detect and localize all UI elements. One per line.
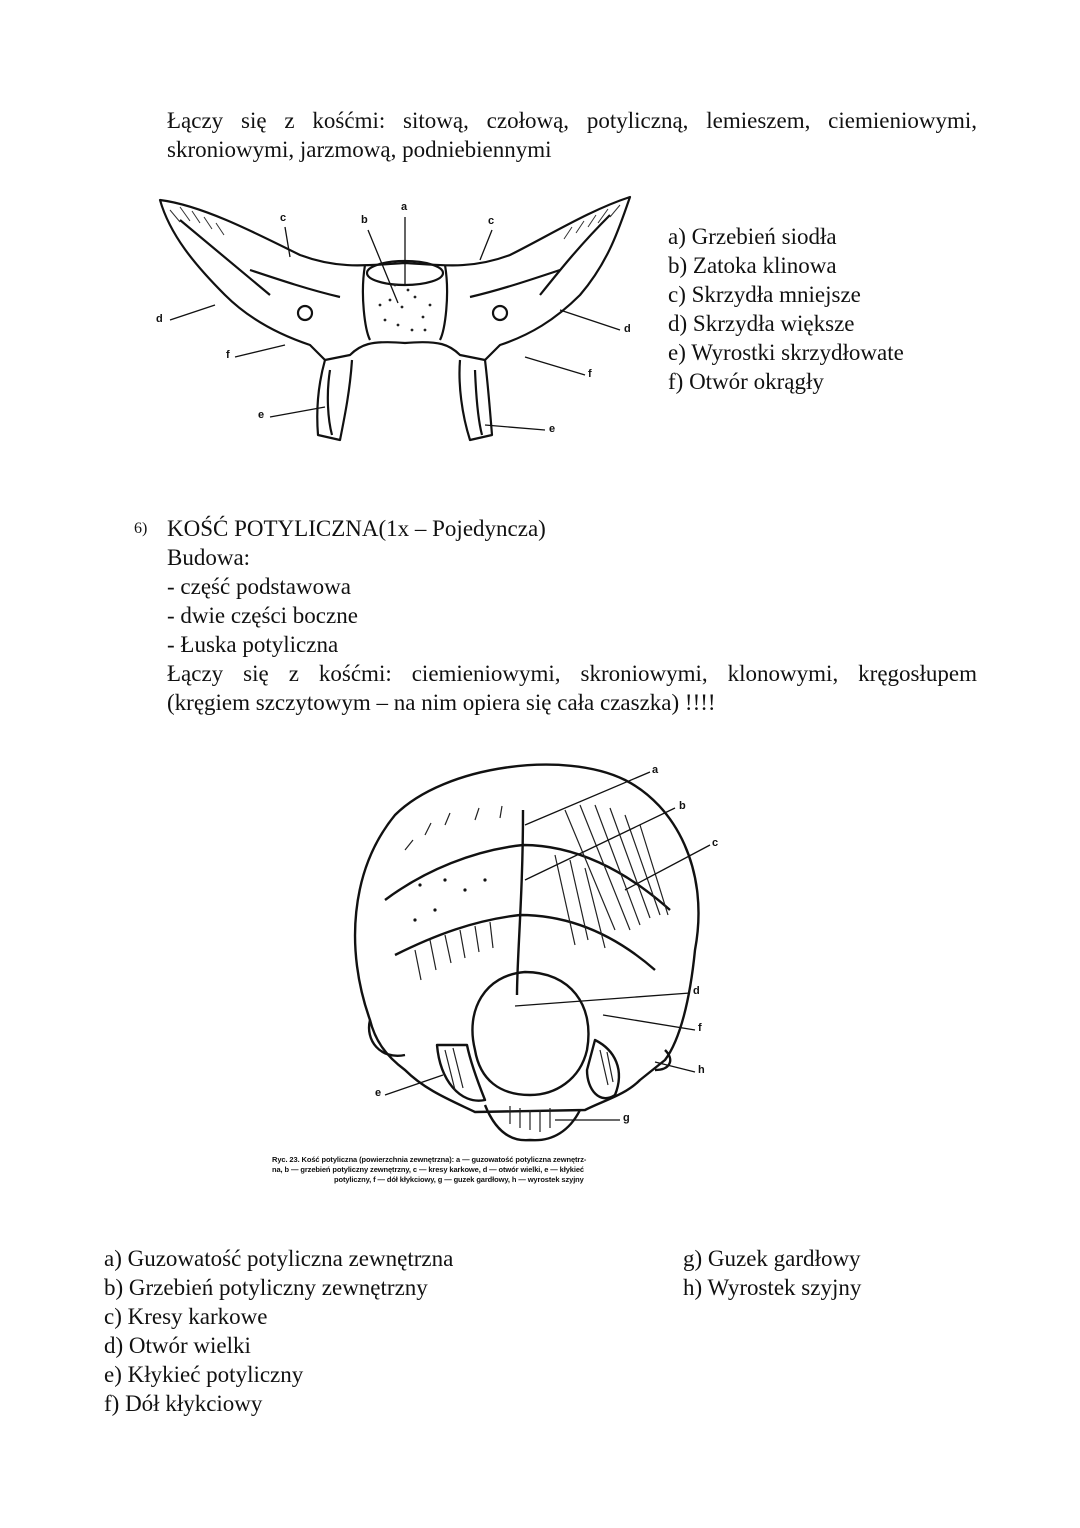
- sphenoid-label-d-left: d: [156, 313, 163, 325]
- sphenoid-label-b: b: [361, 214, 368, 226]
- occipital-label-h: h: [698, 1064, 705, 1076]
- caption-line: na, b — grzebień potyliczny zewnętrzny, c — kresy karkowe, d — otwór wielki, e — kłykieć: [272, 1165, 584, 1174]
- occipital-caption: [272, 1155, 772, 1185]
- occipital-label-e: e: [375, 1087, 382, 1099]
- occipital-legend-item: f) Dół kłykciowy: [104, 1391, 263, 1416]
- sphenoid-label-c-left: c: [280, 212, 287, 224]
- occipital-label-f: f: [698, 1022, 702, 1034]
- occipital-legend-right: [683, 1244, 861, 1302]
- sphenoid-legend-item: f) Otwór okrągły: [668, 369, 824, 394]
- section-number: 6): [134, 520, 148, 537]
- occipital-label-c: c: [712, 837, 719, 849]
- occipital-legend-item: d) Otwór wielki: [104, 1333, 251, 1358]
- occipital-label-g: g: [623, 1112, 630, 1124]
- sphenoid-legend-item: d) Skrzydła większe: [668, 311, 855, 336]
- section-heading: KOŚĆ POTYLICZNA(1x – Pojedyncza): [167, 516, 546, 541]
- occipital-label-a: a: [652, 764, 659, 776]
- connects-line-2: (kręgiem szczytowym – na nim opiera się cała czaszka) !!!!: [167, 690, 716, 715]
- sphenoid-legend-item: b) Zatoka klinowa: [668, 253, 837, 278]
- intro-line-1: Łączy się z kośćmi: sitową, czołową, potyliczną, lemieszem, ciemieniowymi,: [167, 108, 977, 133]
- occipital-legend-item: a) Guzowatość potyliczna zewnętrzna: [104, 1246, 454, 1271]
- occipital-legend-item: b) Grzebień potyliczny zewnętrzny: [104, 1275, 428, 1300]
- sphenoid-label-e-left: e: [258, 409, 265, 421]
- budowa-label: Budowa:: [167, 545, 251, 570]
- sphenoid-label-d-right: d: [624, 323, 631, 335]
- sphenoid-figure: [140, 185, 670, 465]
- occipital-legend-left: [104, 1244, 453, 1418]
- sphenoid-label-a: a: [401, 201, 408, 213]
- occipital-legend-item: g) Guzek gardłowy: [683, 1246, 861, 1271]
- part-item: - część podstawowa: [167, 574, 351, 599]
- sphenoid-label-e-right: e: [549, 423, 556, 435]
- occipital-legend-item: h) Wyrostek szyjny: [683, 1275, 862, 1300]
- sphenoid-legend: [668, 222, 904, 396]
- caption-line: Ryc. 23. Kość potyliczna (powierzchnia zewnętrzna): a — guzowatość potyliczna zewnętrz-: [272, 1155, 587, 1164]
- occipital-legend-item: c) Kresy karkowe: [104, 1304, 268, 1329]
- occipital-label-d: d: [693, 985, 700, 997]
- sphenoid-legend-item: e) Wyrostki skrzydłowate: [668, 340, 904, 365]
- caption-line: potyliczny, f — dół kłykciowy, g — guzek gardłowy, h — wyrostek szyjny: [334, 1175, 584, 1184]
- part-item: - dwie części boczne: [167, 603, 358, 628]
- occipital-legend-item: e) Kłykieć potyliczny: [104, 1362, 304, 1387]
- sphenoid-legend-item: c) Skrzydła mniejsze: [668, 282, 861, 307]
- part-item: - Łuska potyliczna: [167, 632, 339, 657]
- occipital-label-b: b: [679, 800, 686, 812]
- sphenoid-legend-item: a) Grzebień siodła: [668, 224, 837, 249]
- connects-line-1: Łączy się z kośćmi: ciemieniowymi, skroniowymi, klonowymi, kręgosłupem: [167, 661, 977, 686]
- sphenoid-label-f-left: f: [226, 349, 230, 361]
- sphenoid-label-c-right: c: [488, 215, 495, 227]
- occipital-figure: [325, 750, 745, 1150]
- sphenoid-drawing: [140, 185, 670, 465]
- intro-line-2: skroniowymi, jarzmową, podniebiennymi: [167, 137, 552, 162]
- sphenoid-label-f-right: f: [588, 368, 592, 380]
